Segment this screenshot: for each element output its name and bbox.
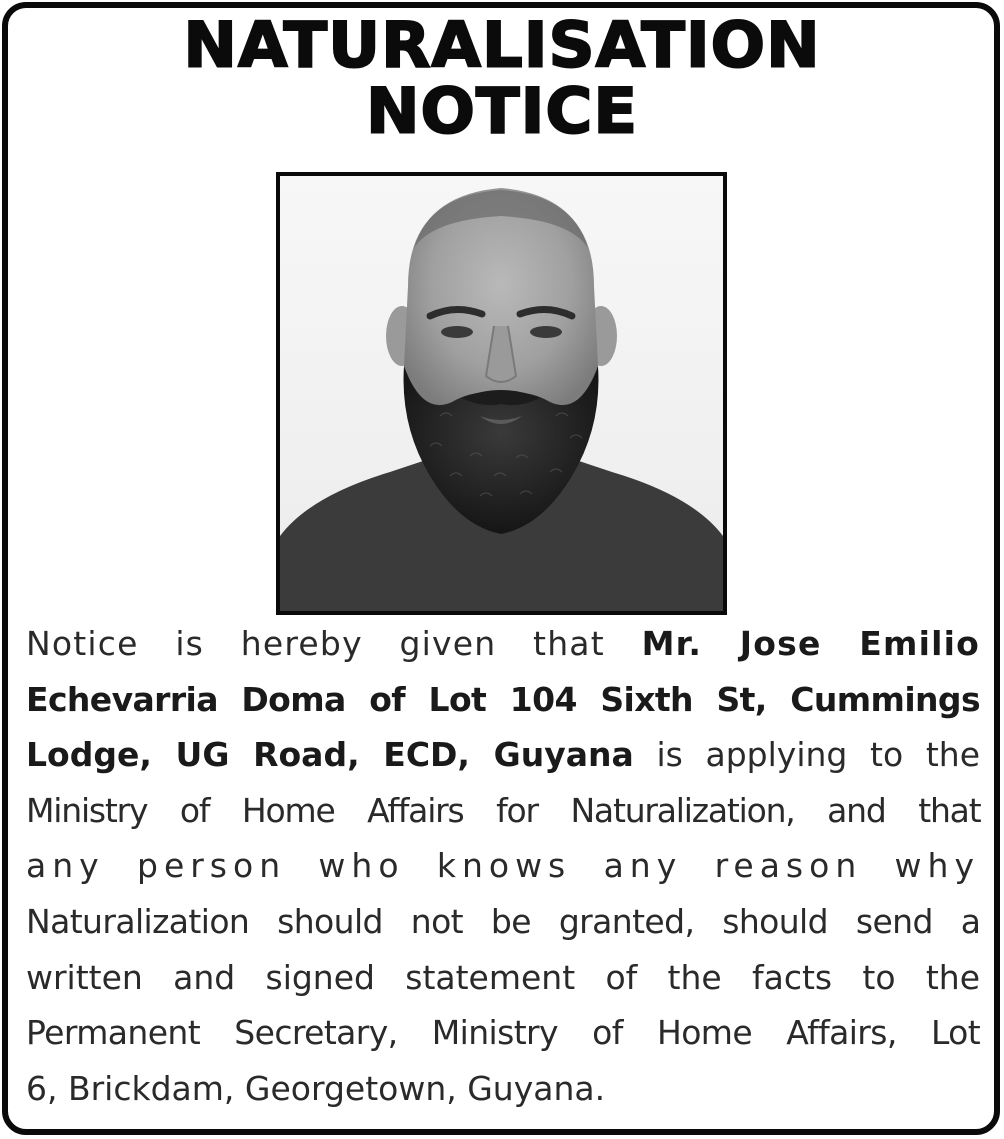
notice-body-line-6: Naturalization should not be granted, should send a [26, 901, 981, 941]
notice-intro-text: Notice is hereby given that [26, 624, 605, 663]
notice-body-line-3 [26, 727, 980, 783]
notice-body [26, 616, 980, 1116]
applicant-address-part: Lodge, UG Road, ECD, Guyana [26, 735, 634, 775]
notice-body-line-1 [26, 616, 980, 672]
notice-title-line-2: NOTICE [365, 75, 639, 149]
notice-body-line-5: any person who knows any reason why [26, 846, 980, 886]
notice-body-line-7: written and signed statement of the facts to the [26, 957, 980, 997]
applicant-portrait-image [280, 176, 723, 611]
applying-text: is applying to the [656, 735, 980, 775]
notice-body-line-4: Ministry of Home Affairs for Naturalization, and that [26, 790, 981, 830]
applicant-name-part-2: Echevarria Doma of Lot 104 Sixth St, Cummings [26, 679, 980, 719]
applicant-photo [276, 172, 727, 615]
notice-title-line-1: NATURALISATION [183, 9, 821, 83]
applicant-name-part-1: Mr. Jose Emilio [641, 624, 981, 663]
notice-body-line-9: 6, Brickdam, Georgetown, Guyana. [26, 1068, 606, 1108]
notice-body-line-8: Permanent Secretary, Ministry of Home Affairs, Lot [26, 1013, 981, 1053]
